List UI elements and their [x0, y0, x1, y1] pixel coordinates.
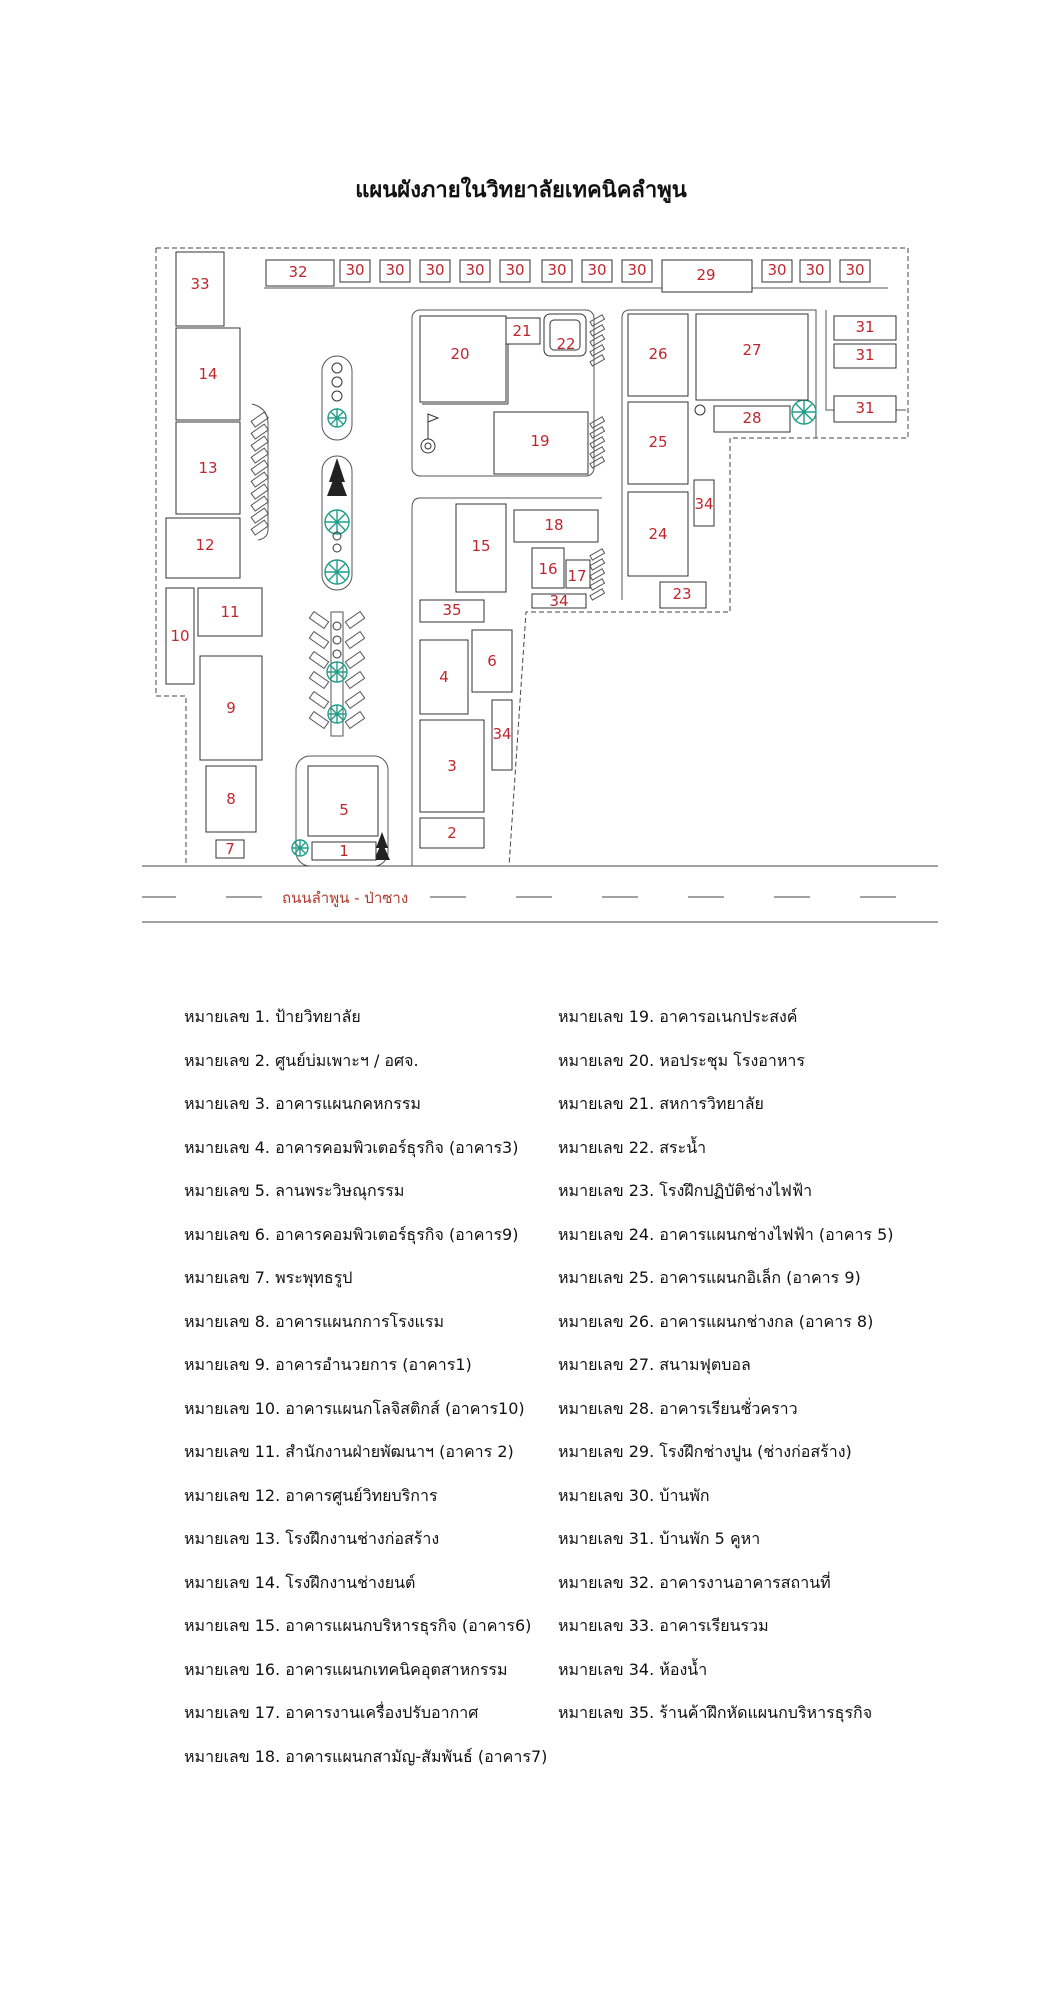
building-15 [456, 504, 506, 592]
building-32 [266, 260, 334, 286]
legend-item: หมายเลข 28. อาคารเรียนชั่วคราว [558, 1398, 798, 1418]
building-9 [200, 656, 262, 760]
building-number-label: 2 [447, 824, 457, 842]
building-number-label: 14 [198, 365, 218, 383]
building-number-label: 34 [492, 725, 512, 743]
legend-item: หมายเลข 22. สระน้ำ [558, 1137, 707, 1157]
building-number-label: 30 [505, 261, 525, 279]
building-number-label: 21 [512, 322, 532, 340]
building-11 [198, 588, 262, 636]
legend-item: หมายเลข 32. อาคารงานอาคารสถานที่ [558, 1572, 831, 1592]
legend-item: หมายเลข 8. อาคารแผนกการโรงแรม [184, 1311, 445, 1331]
building-number-label: 12 [195, 536, 215, 554]
tree-icon [325, 510, 349, 534]
building-number-label: 28 [742, 409, 762, 427]
building-number-label: 6 [487, 652, 497, 670]
legend-item: หมายเลข 3. อาคารแผนกคหกรรม [184, 1094, 421, 1113]
building-number-label: 30 [425, 261, 445, 279]
legend-item: หมายเลข 29. โรงฝึกช่างปูน (ช่างก่อสร้าง) [558, 1442, 852, 1461]
building-number-label: 17 [567, 567, 587, 585]
building-23 [660, 582, 706, 608]
building-number-label: 34 [549, 592, 569, 610]
legend-item: หมายเลข 31. บ้านพัก 5 คูหา [558, 1529, 761, 1548]
page-title: แผนผังภายในวิทยาลัยเทคนิคลำพูน [355, 178, 687, 203]
legend-item: หมายเลข 15. อาคารแผนกบริหารธุรกิจ (อาคาร6) [184, 1616, 532, 1635]
legend-item: หมายเลข 30. บ้านพัก [558, 1485, 710, 1505]
building-31 [834, 396, 896, 422]
legend-right [558, 1001, 894, 1741]
tree-icon [328, 409, 346, 427]
building-number-label: 29 [696, 266, 716, 284]
building-30 [380, 260, 410, 282]
legend-item: หมายเลข 14. โรงฝึกงานช่างยนต์ [184, 1572, 416, 1592]
legend-item: หมายเลข 4. อาคารคอมพิวเตอร์ธุรกิจ (อาคาร3) [184, 1137, 519, 1157]
building-7 [216, 840, 244, 858]
building-27 [696, 314, 808, 400]
building-30 [420, 260, 450, 282]
building-30 [622, 260, 652, 282]
legend-item: หมายเลข 20. หอประชุม โรงอาหาร [558, 1050, 805, 1070]
building-number-label: 31 [855, 318, 875, 336]
building-number-label: 30 [465, 261, 485, 279]
legend-item: หมายเลข 16. อาคารแผนกเทคนิคอุตสาหกรรม [184, 1659, 508, 1679]
legend-item: หมายเลข 1. ป้ายวิทยาลัย [184, 1007, 361, 1026]
building-number-label: 13 [198, 459, 218, 477]
building-number-label: 1 [339, 842, 349, 860]
legend-item: หมายเลข 12. อาคารศูนย์วิทยบริการ [184, 1485, 438, 1505]
legend-item: หมายเลข 35. ร้านค้าฝึกหัดแผนกบริหารธุรกิจ [558, 1703, 873, 1722]
legend-item: หมายเลข 26. อาคารแผนกช่างกล (อาคาร 8) [558, 1311, 874, 1331]
legend-item: หมายเลข 33. อาคารเรียนรวม [558, 1616, 769, 1635]
legend-item: หมายเลข 18. อาคารแผนกสามัญ-สัมพันธ์ (อาคาร7) [184, 1746, 548, 1766]
building-number-label: 33 [190, 275, 210, 293]
building-14 [176, 328, 240, 420]
building-number-label: 30 [627, 261, 647, 279]
building-number-label: 3 [447, 757, 457, 775]
building-number-label: 30 [547, 261, 567, 279]
building-34 [492, 700, 512, 770]
building-number-label: 31 [855, 399, 875, 417]
legend-item: หมายเลข 27. สนามฟุตบอล [558, 1355, 751, 1374]
building-20 [420, 316, 508, 404]
road-label: ถนนลำพูน - ป่าซาง [282, 889, 409, 907]
building-number-label: 30 [767, 261, 787, 279]
building-1 [312, 842, 376, 860]
building-13 [176, 422, 240, 514]
building-number-label: 11 [220, 603, 240, 621]
legend-item: หมายเลข 10. อาคารแผนกโลจิสติกส์ (อาคาร10) [184, 1398, 525, 1418]
building-30 [840, 260, 870, 282]
building-number-label: 31 [855, 346, 875, 364]
building-30 [800, 260, 830, 282]
building-number-label: 18 [544, 516, 564, 534]
building-number-label: 9 [226, 699, 236, 717]
legend-item: หมายเลข 11. สำนักงานฝ่ายพัฒนาฯ (อาคาร 2) [184, 1442, 514, 1461]
building-12 [166, 518, 240, 578]
building-5 [308, 766, 378, 836]
legend-item: หมายเลข 9. อาคารอำนวยการ (อาคาร1) [184, 1355, 472, 1374]
building-number-label: 15 [471, 537, 491, 555]
building-28 [714, 406, 790, 432]
building-number-label: 4 [439, 668, 449, 686]
legend-item: หมายเลข 34. ห้องน้ำ [558, 1659, 708, 1679]
building-21 [506, 318, 540, 344]
tree-icon [327, 662, 347, 682]
building-10 [166, 588, 194, 684]
building-8 [206, 766, 256, 832]
building-35 [420, 600, 484, 622]
legend-item: หมายเลข 7. พระพุทธรูป [184, 1268, 353, 1287]
building-number-label: 26 [648, 345, 668, 363]
building-number-label: 30 [345, 261, 365, 279]
legend-item: หมายเลข 23. โรงฝึกปฏิบัติช่างไฟฟ้า [558, 1181, 813, 1200]
building-number-label: 27 [742, 341, 762, 359]
legend-item: หมายเลข 19. อาคารอเนกประสงค์ [558, 1007, 798, 1026]
building-34 [532, 592, 586, 610]
legend-item: หมายเลข 13. โรงฝึกงานช่างก่อสร้าง [184, 1529, 440, 1548]
legend-item: หมายเลข 17. อาคารงานเครื่องปรับอากาศ [184, 1703, 479, 1722]
building-number-label: 32 [288, 263, 308, 281]
building-34 [694, 480, 714, 526]
legend-left [184, 1001, 547, 1784]
building-number-label: 8 [226, 790, 236, 808]
building-number-label: 20 [450, 345, 470, 363]
tree-icon [328, 705, 346, 723]
building-number-label: 19 [530, 432, 550, 450]
building-29 [662, 260, 752, 292]
building-30 [762, 260, 792, 282]
building-number-label: 5 [339, 801, 349, 819]
building-number-label: 24 [648, 525, 668, 543]
building-30 [340, 260, 370, 282]
building-number-label: 7 [225, 840, 235, 858]
legend-item: หมายเลข 25. อาคารแผนกอิเล็ก (อาคาร 9) [558, 1268, 861, 1287]
building-number-label: 23 [672, 585, 692, 603]
building-22 [544, 314, 586, 356]
building-6 [472, 630, 512, 692]
building-number-label: 30 [587, 261, 607, 279]
building-18 [514, 510, 598, 542]
building-30 [500, 260, 530, 282]
tree-icon [292, 840, 308, 856]
building-24 [628, 492, 688, 576]
building-30 [460, 260, 490, 282]
building-16 [532, 548, 564, 588]
building-number-label: 30 [805, 261, 825, 279]
building-number-label: 30 [385, 261, 405, 279]
building-25 [628, 402, 688, 484]
legend-item: หมายเลข 6. อาคารคอมพิวเตอร์ธุรกิจ (อาคาร9) [184, 1224, 519, 1244]
legend-item: หมายเลข 21. สหการวิทยาลัย [558, 1094, 764, 1113]
legend-item: หมายเลข 5. ลานพระวิษณุกรรม [184, 1181, 405, 1200]
building-19 [494, 412, 588, 474]
building-33 [176, 252, 224, 326]
building-26 [628, 314, 688, 396]
building-number-label: 35 [442, 601, 462, 619]
building-31 [834, 316, 896, 340]
campus-map [0, 0, 1042, 940]
tree-icon [325, 560, 349, 584]
building-31 [834, 344, 896, 368]
legend-item: หมายเลข 24. อาคารแผนกช่างไฟฟ้า (อาคาร 5) [558, 1224, 894, 1244]
building-number-label: 10 [170, 627, 190, 645]
tree-icon [792, 400, 816, 424]
building-3 [420, 720, 484, 812]
building-number-label: 34 [694, 495, 714, 513]
building-30 [542, 260, 572, 282]
building-number-label: 16 [538, 560, 558, 578]
building-2 [420, 818, 484, 848]
building-number-label: 25 [648, 433, 668, 451]
flag-icon [421, 414, 438, 453]
legend-item: หมายเลข 2. ศูนย์บ่มเพาะฯ / อศจ. [184, 1050, 419, 1070]
building-number-label: 22 [556, 335, 576, 353]
parking-left [251, 412, 268, 535]
parking-pond [590, 315, 605, 600]
building-17 [566, 560, 590, 588]
building-4 [420, 640, 468, 714]
building-30 [582, 260, 612, 282]
building-number-label: 30 [845, 261, 865, 279]
